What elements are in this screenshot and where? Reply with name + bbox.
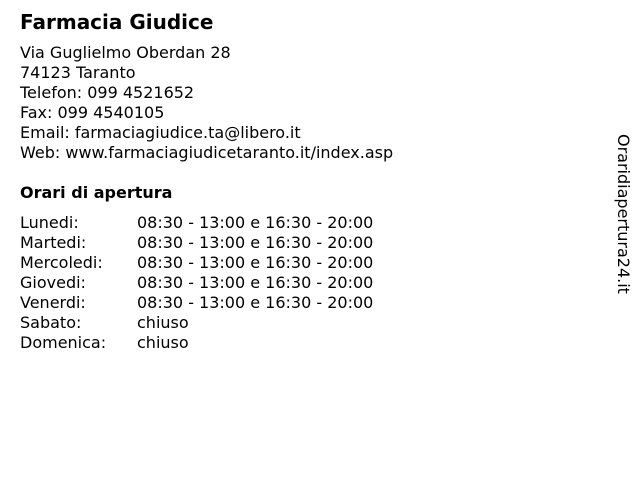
city-address: 74123 Taranto — [20, 63, 136, 82]
email-address: Email: farmaciagiudice.ta@libero.it — [20, 123, 301, 142]
day-label: Lunedi: — [20, 213, 79, 232]
day-label: Venerdi: — [20, 293, 86, 312]
store-name: Farmacia Giudice — [20, 10, 214, 34]
day-label: Domenica: — [20, 333, 107, 352]
time-value: 08:30 - 13:00 e 16:30 - 20:00 — [137, 253, 374, 272]
day-label: Sabato: — [20, 313, 82, 332]
phone-number: Telefon: 099 4521652 — [20, 83, 195, 102]
time-value: 08:30 - 13:00 e 16:30 - 20:00 — [137, 213, 374, 232]
day-label: Giovedi: — [20, 273, 86, 292]
day-label: Martedi: — [20, 233, 87, 252]
time-value: 08:30 - 13:00 e 16:30 - 20:00 — [137, 233, 374, 252]
time-value: chiuso — [137, 333, 189, 352]
day-label: Mercoledi: — [20, 253, 103, 272]
contact-info — [20, 43, 393, 163]
opening-hours-title: Orari di apertura — [20, 183, 173, 202]
time-value: 08:30 - 13:00 e 16:30 - 20:00 — [137, 273, 374, 292]
time-value: 08:30 - 13:00 e 16:30 - 20:00 — [137, 293, 374, 312]
street-address: Via Guglielmo Oberdan 28 — [20, 43, 231, 62]
time-value: chiuso — [137, 313, 189, 332]
website-url: Web: www.farmaciagiudicetaranto.it/index.asp — [20, 143, 394, 162]
fax-number: Fax: 099 4540105 — [20, 103, 165, 122]
site-watermark: Oraridiapertura24.it — [614, 134, 633, 294]
